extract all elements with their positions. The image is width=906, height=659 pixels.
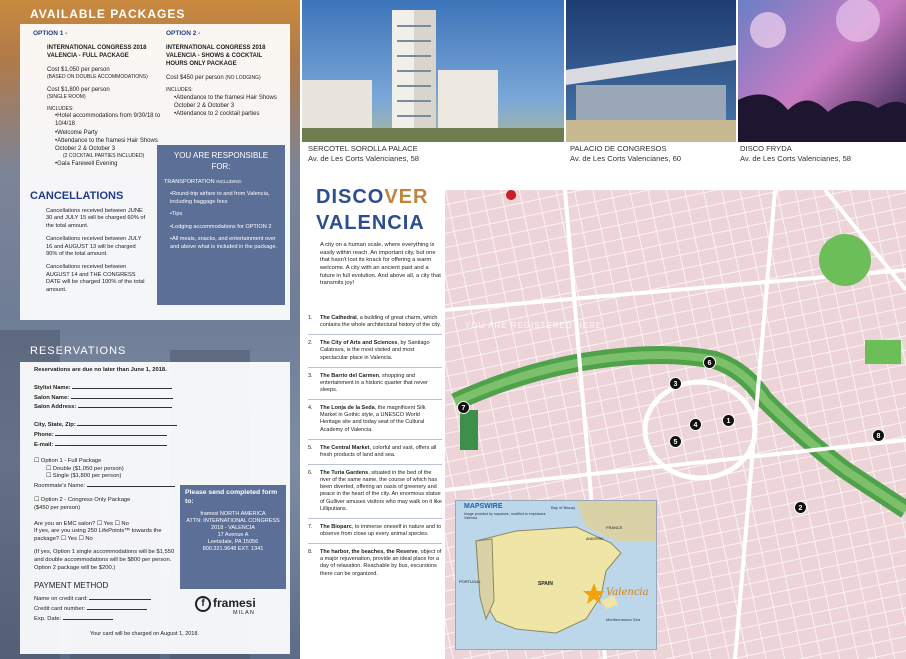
- logo-name: framesi: [213, 596, 256, 610]
- option-1-cost-double: Cost $1,050 per person: [47, 66, 110, 73]
- venue-address: Av. de Les Corts Valencianes, 60: [570, 154, 682, 164]
- option-1-heading: OPTION 1 -: [33, 30, 68, 37]
- form-field-label: City, State, Zip:: [34, 422, 76, 429]
- item-text: , shopping and entertainment in a historic quarter that never sleeps.: [320, 372, 428, 393]
- item-title: The Barrio del Carmen: [320, 372, 379, 379]
- form-field[interactable]: [34, 430, 290, 440]
- option-2-cost-value: Cost $450 per person: [166, 75, 224, 82]
- item-text: , the magnificent Silk Market in Gothic style, a UNESCO World Heritage site and today seat of the Cultural Academy of Valencia.: [320, 405, 426, 433]
- option-2-include: • Attendance to 2 cocktail parties: [174, 110, 284, 118]
- country-label: SPAIN: [538, 581, 553, 587]
- send-line: Leetsdale, PA 15056: [207, 539, 259, 546]
- responsible-item: • Round-trip airfare to and from Valencia, including baggage fees: [170, 191, 278, 206]
- transport-suffix: INCLUDING:: [216, 178, 243, 184]
- photo-sorolla-palace: [302, 0, 564, 142]
- option-1-double-checkbox[interactable]: ☐ Double ($1,050 per person): [46, 465, 124, 472]
- list-item: [308, 313, 442, 335]
- discover-title-line1: [316, 186, 428, 209]
- emc-label: Are you an EMC salon?: [34, 520, 96, 527]
- cancellations-text: [46, 208, 146, 300]
- framesi-logo: [195, 596, 275, 618]
- map-marker[interactable]: 2: [794, 501, 807, 514]
- map-marker[interactable]: 8: [872, 429, 885, 442]
- valencia-label: Valencia: [606, 587, 649, 598]
- form-field-label: E-mail:: [34, 441, 54, 448]
- option-2-cost: [166, 74, 284, 82]
- discover-valencia: [300, 170, 445, 659]
- item-text: , object of a major rejuvenation, provide an ideal place for a day of relaxation. Reachable by bus, excursions there can be organized.: [320, 549, 442, 577]
- item-title: The Central Market: [320, 444, 370, 451]
- item-number: 1.: [308, 315, 313, 321]
- reservations-due: Reservations are due no later than June 1, 2018.: [34, 367, 167, 373]
- caption-fryda: [740, 144, 851, 165]
- you-are-here-label: YOU ARE REGISTERED HERE: [465, 321, 603, 330]
- item-number: 7.: [308, 523, 313, 530]
- valencia-map: [445, 190, 906, 659]
- item-number: 4.: [308, 405, 313, 412]
- list-item: [308, 403, 442, 440]
- cancellation-rule: Cancellations received between JULY 16 and AUGUST 13 will be charged 90% of the total amount.: [46, 236, 142, 258]
- form-field[interactable]: [34, 420, 290, 430]
- list-item: [308, 468, 442, 519]
- item-title: The Bioparc: [320, 523, 352, 530]
- payment-label: Credit card number:: [34, 606, 86, 613]
- option-2-heading: OPTION 2 -: [166, 30, 201, 37]
- option-2-includes-label: INCLUDES:: [166, 87, 193, 94]
- list-item: [308, 443, 442, 465]
- photo-disco-fryda: [738, 0, 906, 142]
- form-field[interactable]: [34, 440, 290, 450]
- form-field[interactable]: [34, 393, 290, 403]
- transport-label: TRANSPORTATION: [164, 178, 215, 185]
- venue-name: PALACIO DE CONGRESOS: [570, 144, 667, 153]
- hotel-image: [302, 0, 564, 142]
- send-title: Please send completed form to:: [185, 489, 278, 505]
- item-number: 3.: [308, 372, 313, 379]
- item-title: The harbor, the beaches, the Reserve: [320, 549, 418, 556]
- form-field-label: Phone:: [34, 432, 54, 439]
- caption-congresos: [570, 144, 681, 165]
- cancellations-title: CANCELLATIONS: [30, 190, 124, 202]
- item-number: 5.: [308, 444, 313, 451]
- responsible-item: • All meals, snacks, and entertainment over and above what is included in the package.: [170, 236, 278, 251]
- item-text: , situated in the bed of the river of the same name, the course of which has been diverted, offering an oasis of greenery and peace in the heart of the city. An enormous statue of Gulliver amuses visitors who may walk on it like Lilliputians.: [320, 469, 442, 512]
- option-2-name: INTERNATIONAL CONGRESS 2018 VALENCIA - SHOWS & COCKTAIL HOURS ONLY PACKAGE: [166, 44, 266, 67]
- map-marker[interactable]: 1: [722, 414, 735, 427]
- congress-image: [566, 0, 736, 142]
- spain-inset-map: [455, 500, 657, 650]
- option-2: [166, 30, 284, 118]
- item-title: The City of Arts and Sciences: [320, 340, 398, 347]
- option-1-name: INTERNATIONAL CONGRESS 2018 VALENCIA - FULL PACKAGE: [47, 44, 147, 59]
- option-1-include: • Attendance to the framesi Hair Shows October 2 & October 3: [55, 137, 161, 153]
- framesi-f-icon: f: [195, 596, 211, 612]
- country-label: FRANCE: [606, 525, 623, 530]
- pricing-note: (If yes, Option 1 single accommodations will be $1,550 and double accommodations will be $800 per person. Option 2 package will be $200.): [34, 549, 175, 571]
- map-marker[interactable]: 6: [703, 356, 716, 369]
- option-1: [33, 30, 161, 168]
- responsible-item: • Tips: [170, 211, 278, 219]
- form-field[interactable]: [34, 402, 290, 412]
- payment-title: PAYMENT METHOD: [34, 581, 109, 591]
- option-1-cocktail-note: (2 COCKTAIL PARTIES INCLUDED): [63, 152, 145, 159]
- map-marker[interactable]: 7: [457, 401, 470, 414]
- option-1-include: • Gala Farewell Evening: [55, 160, 161, 168]
- send-line: ATTN: INTERNATIONAL CONGRESS 2018 - VALENCIA: [186, 517, 280, 531]
- discover-intro: A city on a human scale, where everything is easily within reach. An important city, but one that hasn't lost its knack for offering a warm welcome. A city with an ancient past and a future in full evolution. And above all, a city that transmits joy!: [320, 242, 441, 287]
- item-text: , a building of great charm, which contains the whole architectural history of the city.: [320, 315, 441, 329]
- form-field-label: Stylist Name:: [34, 384, 71, 391]
- form-field-label: Salon Name:: [34, 394, 70, 401]
- left-panel: [0, 0, 300, 659]
- points-answer[interactable]: ☐ Yes ☐ No: [60, 536, 93, 543]
- item-number: 6.: [308, 469, 313, 476]
- charge-note: Your card will be charged on August 1, 2018.: [90, 631, 199, 637]
- option-1-checkbox[interactable]: ☐ Option 1 - Full Package: [34, 457, 102, 464]
- payment-label: Name on credit card:: [34, 596, 88, 603]
- country-label: ANDORRA: [586, 537, 604, 541]
- send-form-box: [180, 485, 286, 589]
- emc-question[interactable]: [34, 521, 184, 529]
- caption-sorolla: [308, 144, 419, 165]
- option-2-cost-note: (NO LODGING): [225, 75, 261, 82]
- responsible-item: • Lodging accommodations for OPTION 2: [170, 224, 278, 232]
- venue-name: DISCO FRYDA: [740, 144, 792, 153]
- option-2-price: ($450 per person): [34, 504, 81, 511]
- item-title: The Lonja de la Seda: [320, 405, 375, 412]
- option-1-cost-single-note: (SINGLE ROOM): [47, 93, 86, 100]
- option-1-cost-single: Cost $1,800 per person: [47, 86, 110, 93]
- discover-title-b: VER: [384, 186, 429, 208]
- list-item: [308, 522, 442, 544]
- responsible-title: YOU ARE RESPONSIBLE FOR:: [173, 151, 269, 171]
- payment-label: Exp. Date:: [34, 615, 62, 622]
- map-marker[interactable]: 3: [669, 377, 682, 390]
- item-number: 8.: [308, 549, 313, 556]
- mapswire-credit: MAPSWIRE: [464, 503, 503, 510]
- transport-line: [164, 179, 278, 187]
- option-2-include: • Attendance to the framesi Hair Shows October 2 & October 3: [174, 94, 284, 110]
- item-number: 2.: [308, 340, 313, 347]
- venue-address: Av. de Les Corts Valencianes, 58: [308, 154, 420, 164]
- attractions-list: [308, 313, 442, 586]
- option-1-single-checkbox[interactable]: ☐ Single ($1,800 per person): [46, 473, 122, 480]
- country-label: PORTUGAL: [459, 579, 481, 584]
- points-label: If yes, are you using 250 LifePoints™ towards the package?: [34, 528, 162, 543]
- responsible-box: [157, 145, 285, 305]
- photo-palacio-congresos: [566, 0, 736, 142]
- sea-label: Mediterranean Sea: [606, 617, 641, 622]
- option-1-include: • Hotel accommodations from 9/30/18 to 10/4/18: [55, 112, 161, 128]
- disco-image: [738, 0, 906, 142]
- option-1-include: • Welcome Party: [55, 129, 161, 137]
- list-item: [308, 338, 442, 367]
- form-field[interactable]: [34, 383, 290, 393]
- reservations-title: RESERVATIONS: [30, 345, 127, 357]
- packages-title: AVAILABLE PACKAGES: [30, 7, 186, 21]
- spain-map: [456, 501, 657, 650]
- discover-title-a: DISCO: [316, 186, 385, 208]
- option-2-checkbox[interactable]: ☐ Option 2 - Congress Only Package: [34, 496, 131, 503]
- cancellation-rule: Cancellations received between JUNE 30 and JULY 15 will be charged 60% of the total amount.: [46, 208, 146, 229]
- send-line: 800.321.9648 EXT. 1341: [202, 546, 264, 553]
- item-title: The Turia Gardens: [320, 469, 369, 476]
- send-line: 17 Avenue A: [217, 532, 249, 539]
- logo-sub: MILAN: [233, 610, 255, 616]
- mapswire-sub: Image provided by mapswire, modified to emphasize Valencia: [464, 512, 546, 521]
- emc-answer[interactable]: ☐ Yes ☐ No: [96, 520, 129, 527]
- list-item: [308, 547, 442, 583]
- bay-label: Bay of Biscay: [551, 505, 576, 510]
- roommate-label: Roommate's Name:: [34, 483, 86, 490]
- option-1-includes-label: INCLUDES:: [47, 105, 74, 112]
- item-text: , to immerse oneself in nature and to observe from close up every animal species.: [320, 523, 442, 537]
- venue-name: SERCOTEL SOROLLA PALACE: [308, 144, 418, 153]
- map-marker[interactable]: 5: [669, 435, 682, 448]
- item-text: , by Santiago Calatrava, is the most visited and most spectacular place in Valencia.: [320, 340, 430, 361]
- cancellation-rule: Cancellations received between AUGUST 14 and THE CONGRESS DATE will be charged 100% of the total amount.: [46, 264, 145, 293]
- item-text: , colorful and vast, offers all fresh products of land and sea.: [320, 444, 437, 458]
- discover-title-line2: VALENCIA: [316, 212, 425, 234]
- points-question[interactable]: [34, 528, 184, 544]
- form-field-label: Salon Address:: [34, 404, 77, 411]
- map-marker[interactable]: 4: [689, 418, 702, 431]
- list-item: [308, 371, 442, 400]
- item-title: The Cathedral: [320, 315, 357, 321]
- option-1-cost-double-note: (BASED ON DOUBLE ACCOMMODATIONS): [47, 74, 148, 81]
- send-line: framesi NORTH AMERICA: [200, 510, 266, 517]
- venue-address: Av. de Les Corts Valencianes, 58: [740, 154, 852, 164]
